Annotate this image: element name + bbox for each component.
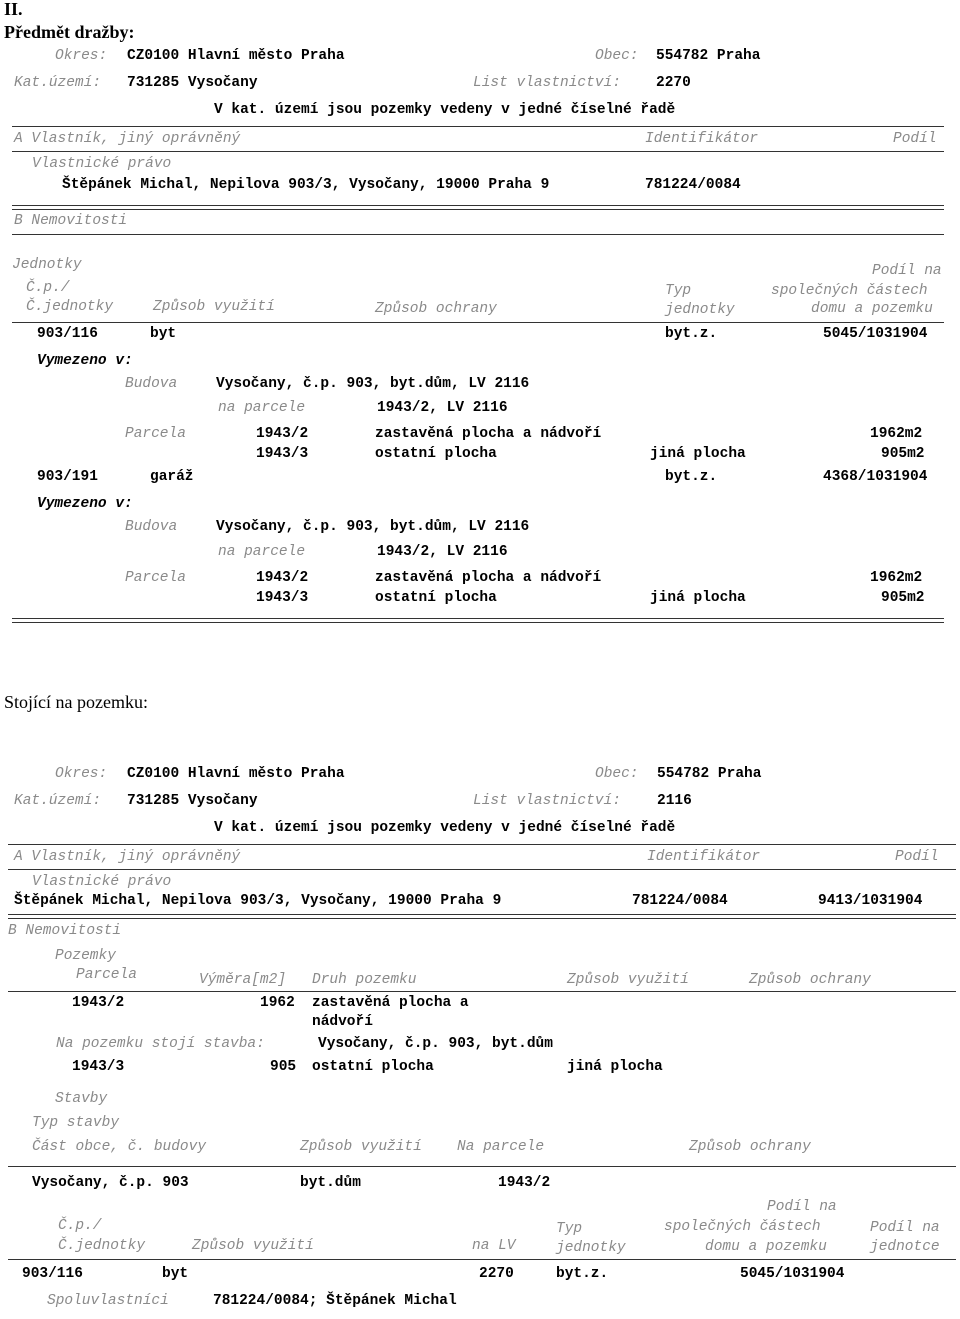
parcel-label: Parcela [125, 570, 186, 586]
col-on-lv: na LV [472, 1238, 516, 1254]
divider [12, 126, 944, 127]
unit-number: 903/191 [37, 469, 98, 485]
col-unit-no: Č.jednotky [58, 1238, 146, 1254]
col-share-1: Podíl na [872, 263, 942, 279]
parcel-number: 1943/2 [72, 995, 125, 1011]
building-label: Budova [125, 376, 178, 392]
divider [12, 322, 944, 323]
owner-name: Štěpánek Michal, Nepilova 903/3, Vysočany, 19000 Praha 9 [14, 893, 502, 909]
divider [12, 209, 944, 210]
unit-number: 903/116 [22, 1266, 83, 1282]
parcel-area: 905m2 [881, 590, 925, 606]
col-use: Způsob využití [300, 1139, 422, 1155]
unit-use: garáž [150, 469, 194, 485]
col-protection: Způsob ochrany [375, 301, 497, 317]
numbering-note: V kat. území jsou pozemky vedeny v jedné číselné řadě [214, 820, 676, 836]
parcel-kind-cont: nádvoří [312, 1014, 373, 1030]
unit-share: 4368/1031904 [823, 469, 928, 485]
divider [8, 918, 956, 919]
divider [8, 869, 956, 870]
divider [12, 205, 944, 206]
building-parcel: 1943/2 [498, 1175, 551, 1191]
col-unit-use: Způsob využití [192, 1238, 314, 1254]
on-parcel-value: 1943/2, LV 2116 [377, 544, 508, 560]
col-land-kind: Druh pozemku [312, 972, 417, 988]
col-cp: Č.p./ [26, 280, 70, 296]
parcel-number: 1943/2 [256, 570, 309, 586]
col-type: Typ [665, 283, 692, 299]
divider [12, 151, 944, 152]
okres-label: Okres: [55, 766, 108, 782]
unit-type: byt.z. [665, 469, 718, 485]
col-protection: Způsob ochrany [689, 1139, 811, 1155]
col-district: Část obce, č. budovy [32, 1139, 207, 1155]
parcel-area: 1962m2 [870, 570, 923, 586]
divider [12, 622, 944, 623]
col-share-2: společných částech [664, 1219, 821, 1235]
section-title: Předmět dražby: [4, 22, 135, 42]
numbering-note: V kat. území jsou pozemky vedeny v jedné číselné řadě [214, 102, 676, 118]
kat-value: 731285 Vysočany [127, 75, 258, 91]
parcel-use: jiná plocha [650, 446, 746, 462]
parcel-number: 1943/2 [256, 426, 309, 442]
parcel-area: 905 [270, 1059, 297, 1075]
owner-id: 781224/0084 [645, 177, 741, 193]
col-unit-no: Č.jednotky [26, 299, 114, 315]
building-type-label: Typ stavby [32, 1115, 120, 1131]
col-parcel: Parcela [76, 967, 137, 983]
unit-type: byt.z. [556, 1266, 609, 1282]
obec-value: 554782 Praha [656, 48, 761, 64]
parcel-use: jiná plocha [650, 590, 746, 606]
ownership-right-label: Vlastnické právo [32, 874, 172, 890]
col-unit-share-1: Podíl na [870, 1220, 940, 1236]
obec-value: 554782 Praha [657, 766, 762, 782]
on-parcel-label: na parcele [218, 544, 306, 560]
parcel-kind: zastavěná plocha a nádvoří [375, 426, 602, 442]
col-type-units: jednotky [556, 1240, 626, 1256]
kat-value: 731285 Vysočany [127, 793, 258, 809]
standing-on-land-heading: Stojící na pozemku: [4, 692, 148, 712]
building-value: Vysočany, č.p. 903, byt.dům, LV 2116 [216, 519, 530, 535]
property-section-label: B Nemovitosti [14, 213, 128, 229]
parcel-number: 1943/3 [72, 1059, 125, 1075]
okres-value: CZ0100 Hlavní město Praha [127, 766, 345, 782]
col-type-units: jednotky [665, 302, 735, 318]
on-parcel-label: na parcele [218, 400, 306, 416]
col-area: Výměra[m2] [199, 972, 287, 988]
building-value: Vysočany, č.p. 903, byt.dům, LV 2116 [216, 376, 530, 392]
parcel-area: 1962 [260, 995, 295, 1011]
col-share-2: společných částech [771, 283, 928, 299]
col-unit-share-2: jednotce [870, 1239, 940, 1255]
unit-lv: 2270 [479, 1266, 514, 1282]
unit-number: 903/116 [37, 326, 98, 342]
owner-name: Štěpánek Michal, Nepilova 903/3, Vysočany, 19000 Praha 9 [62, 177, 550, 193]
owner-section-label: A Vlastník, jiný oprávněný [14, 849, 241, 865]
lv-value: 2270 [656, 75, 691, 91]
building-label: Budova [125, 519, 178, 535]
col-protection: Způsob ochrany [749, 972, 871, 988]
divider [8, 1166, 956, 1167]
parcel-area: 905m2 [881, 446, 925, 462]
obec-label: Obec: [595, 766, 639, 782]
lv-label: List vlastnictví: [473, 75, 621, 91]
parcel-label: Parcela [125, 426, 186, 442]
kat-label: Kat.území: [14, 793, 102, 809]
unit-type: byt.z. [665, 326, 718, 342]
co-owners-label: Spoluvlastníci [47, 1293, 169, 1309]
col-on-parcel: Na parcele [457, 1139, 545, 1155]
lv-value: 2116 [657, 793, 692, 809]
owner-id: 781224/0084 [632, 893, 728, 909]
co-owners-value: 781224/0084; Štěpánek Michal [213, 1293, 457, 1309]
kat-label: Kat.území: [14, 75, 102, 91]
owner-section-label: A Vlastník, jiný oprávněný [14, 131, 241, 147]
identifier-label: Identifikátor [647, 849, 761, 865]
parcel-kind: ostatní plocha [375, 446, 497, 462]
parcel-area: 1962m2 [870, 426, 923, 442]
unit-share: 5045/1031904 [823, 326, 928, 342]
section-number: II. [4, 0, 23, 19]
building-use: byt.dům [300, 1175, 361, 1191]
parcel-number: 1943/3 [256, 590, 309, 606]
parcel-kind: zastavěná plocha a [312, 995, 469, 1011]
lv-label: List vlastnictví: [473, 793, 621, 809]
defined-in-label: Vymezeno v: [37, 496, 133, 512]
divider [8, 1259, 956, 1260]
parcel-kind: ostatní plocha [312, 1059, 434, 1075]
on-parcel-value: 1943/2, LV 2116 [377, 400, 508, 416]
unit-use: byt [150, 326, 177, 342]
obec-label: Obec: [595, 48, 639, 64]
okres-label: Okres: [55, 48, 108, 64]
parcel-kind: zastavěná plocha a nádvoří [375, 570, 602, 586]
col-cp: Č.p./ [58, 1218, 102, 1234]
divider [12, 618, 944, 619]
property-section-label: B Nemovitosti [8, 923, 122, 939]
share-label: Podíl [893, 131, 937, 147]
owner-share: 9413/1031904 [818, 893, 923, 909]
okres-value: CZ0100 Hlavní město Praha [127, 48, 345, 64]
share-label: Podíl [895, 849, 939, 865]
divider [8, 991, 956, 992]
defined-in-label: Vymezeno v: [37, 353, 133, 369]
col-share-3: domu a pozemku [705, 1239, 827, 1255]
units-label: Jednotky [12, 257, 82, 273]
col-share-3: domu a pozemku [811, 301, 933, 317]
divider [8, 914, 956, 915]
parcel-number: 1943/3 [256, 446, 309, 462]
divider [8, 844, 956, 845]
col-use: Způsob využití [567, 972, 689, 988]
identifier-label: Identifikátor [645, 131, 759, 147]
land-label: Pozemky [55, 948, 116, 964]
col-type: Typ [556, 1221, 583, 1237]
building-on-land-label: Na pozemku stojí stavba: [56, 1036, 265, 1052]
col-use: Způsob využití [153, 299, 275, 315]
unit-use: byt [162, 1266, 189, 1282]
parcel-kind: ostatní plocha [375, 590, 497, 606]
building-on-land-value: Vysočany, č.p. 903, byt.dům [318, 1036, 553, 1052]
building-name: Vysočany, č.p. 903 [32, 1175, 189, 1191]
divider [12, 234, 944, 235]
col-share-1: Podíl na [767, 1199, 837, 1215]
ownership-right-label: Vlastnické právo [32, 156, 172, 172]
buildings-label: Stavby [55, 1091, 108, 1107]
unit-share: 5045/1031904 [740, 1266, 845, 1282]
parcel-use: jiná plocha [567, 1059, 663, 1075]
